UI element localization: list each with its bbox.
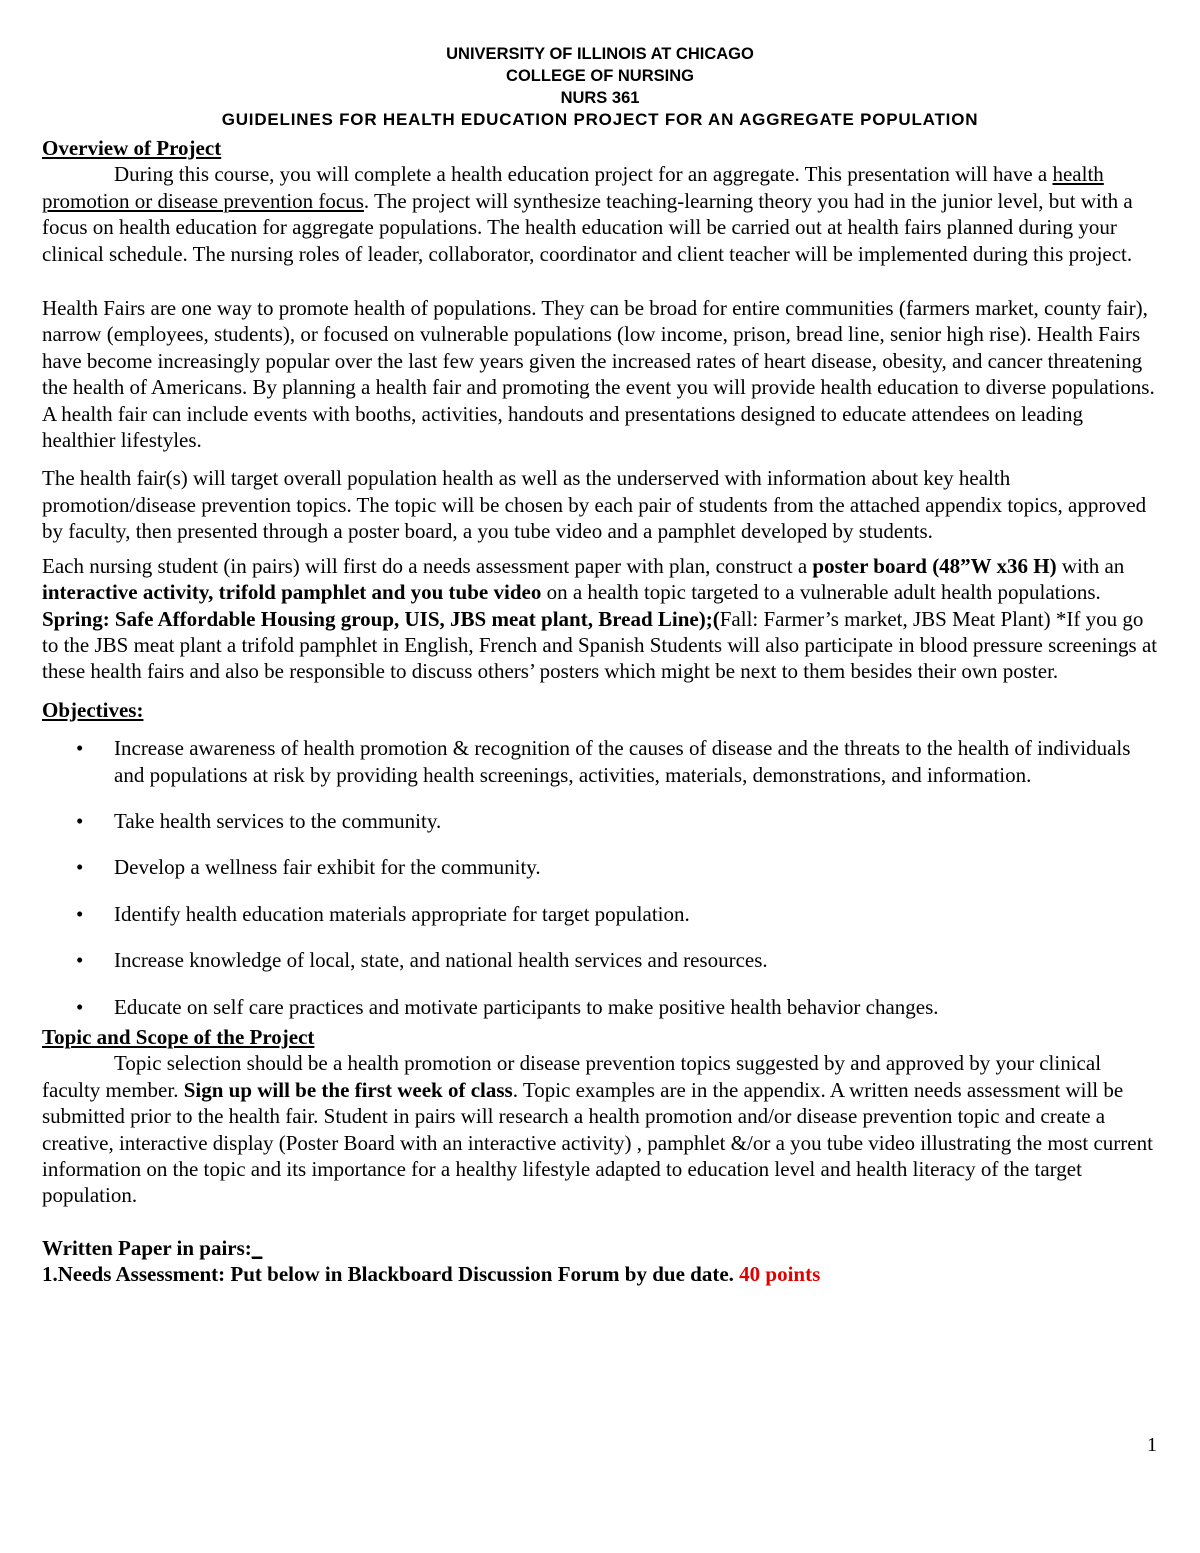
- p4-bold-activity: interactive activity, trifold pamphlet and you tube video: [42, 580, 542, 605]
- p4-text-c: with an: [1056, 553, 1125, 578]
- p4-bold-spring: Spring: Safe Affordable Housing group, UIS, JBS meat plant, Bread Line);(: [42, 606, 720, 631]
- bullet-icon: •: [76, 901, 84, 926]
- written-heading-text: Written Paper in pairs:: [42, 1235, 252, 1260]
- objective-item: [42, 947, 1158, 973]
- objective-text: Identify health education materials appropriate for target population.: [114, 901, 690, 926]
- objective-item: [42, 994, 1158, 1020]
- objectives-list: [42, 735, 1158, 1020]
- objective-item: [42, 735, 1158, 788]
- topic-paragraph: [42, 1050, 1158, 1208]
- header-college: COLLEGE OF NURSING: [506, 67, 694, 85]
- overview-heading: Overview of Project: [42, 136, 222, 160]
- bullet-icon: •: [76, 948, 84, 973]
- bullet-icon: •: [76, 736, 84, 761]
- overview-paragraph-1: [42, 161, 1158, 267]
- objective-item: [42, 808, 1158, 834]
- p4-text-d: on a health topic targeted to a vulnerable adult health populations.: [541, 580, 1101, 605]
- header-course: NURS 361: [560, 89, 640, 107]
- topic-text-a: Topic selection should be a health promotion or disease prevention topics suggested by and approved by your clinical faculty member.: [42, 1051, 1102, 1102]
- objective-item: [42, 854, 1158, 880]
- written-paper-heading: [42, 1235, 1158, 1261]
- bullet-icon: •: [76, 994, 84, 1019]
- written-heading-tail: _: [251, 1235, 263, 1260]
- objective-text: Increase awareness of health promotion & recognition of the causes of disease and the threats to the health of individuals and populations at risk by providing health screenings, activities, materials, demonstrations, and information.: [114, 736, 1131, 787]
- overview-paragraph-each-student: [42, 553, 1158, 685]
- objective-item: [42, 901, 1158, 927]
- objective-text: Increase knowledge of local, state, and national health services and resources.: [114, 948, 768, 973]
- needs-assessment-item: [42, 1261, 1158, 1287]
- objective-text: Educate on self care practices and motivate participants to make positive health behavior changes.: [114, 994, 939, 1019]
- topic-text-c: . Topic examples are in the appendix. A written needs assessment will be submitted prior to the health fair. Student in pairs will research a health promotion and/or disease prevention topic and create a creative, interactive display (Poster Board with an interactive activity) , pamphlet &/or a you tube video illustrating the most current information on the topic and its importance for a healthy lifestyle adapted to education level and health literacy of the target population.: [42, 1077, 1153, 1208]
- objective-text: Develop a wellness fair exhibit for the community.: [114, 855, 541, 880]
- bullet-icon: •: [76, 808, 84, 833]
- page-number: 1: [1147, 1434, 1157, 1456]
- overview-p1-text-a: During this course, you will complete a health education project for an aggregate. This presentation will have a: [114, 162, 1053, 187]
- objective-text: Take health services to the community.: [114, 808, 442, 833]
- p4-text-a: Each nursing student (in pairs) will first do a needs assessment paper with plan, construct a: [42, 553, 813, 578]
- topic-bold-signup: Sign up will be the first week of class: [183, 1077, 513, 1102]
- objectives-heading: Objectives:: [42, 697, 144, 722]
- overview-paragraph-health-fairs: Health Fairs are one way to promote health of populations. They can be broad for entire communities (farmers market, county fair), narrow (employees, students), or focused on vulnerable populations (low income, prison, bread line, senior high rise). Health Fairs have become increasingly popular over the last few years given the increased rates of heart disease, obesity, and cancer threatening the health of Americans. By planning a health fair and promoting the event you will provide health education to diverse populations. A health fair can include events with booths, activities, handouts and presentations designed to educate attendees on leading healthier lifestyles.: [42, 296, 1155, 453]
- document-page: [42, 43, 1158, 1288]
- overview-paragraph-target: The health fair(s) will target overall population health as well as the underserved with information about key health promotion/disease prevention topics. The topic will be chosen by each pair of students from the attached appendix topics, approved by faculty, then presented through a poster board, a you tube video and a pamphlet developed by students.: [42, 466, 1147, 544]
- p4-bold-poster-board: poster board (48”W x36 H): [812, 553, 1057, 578]
- topic-heading: Topic and Scope of the Project: [42, 1024, 315, 1049]
- points-value: 40 points: [739, 1262, 821, 1287]
- p4-text-e: Fall: Farmer’s market, JBS Meat Plant) *If you go to the JBS meat plant a trifold pamphlet in English, French and Spanish Students will also participate in blood pressure screenings at these health fairs and also be responsible to discuss others’ posters which might be next to them besides their own poster.: [42, 606, 1158, 684]
- document-title: GUIDELINES FOR HEALTH EDUCATION PROJECT FOR AN AGGREGATE POPULATION: [221, 110, 979, 129]
- bullet-icon: •: [76, 855, 84, 880]
- header-university: UNIVERSITY OF ILLINOIS AT CHICAGO: [446, 45, 754, 63]
- overview-p1-focus-underlined: health promotion or disease prevention focus: [42, 162, 1104, 213]
- needs-assessment-text: 1.Needs Assessment: Put below in Blackboard Discussion Forum by due date.: [42, 1262, 740, 1287]
- overview-p1-text-b: . The project will synthesize teaching-learning theory you had in the junior level, but with a focus on health education for aggregate populations. The health education will be carried out at health fairs planned during your clinical schedule. The nursing roles of leader, collaborator, coordinator and client teacher will be implemented during this project.: [42, 188, 1133, 266]
